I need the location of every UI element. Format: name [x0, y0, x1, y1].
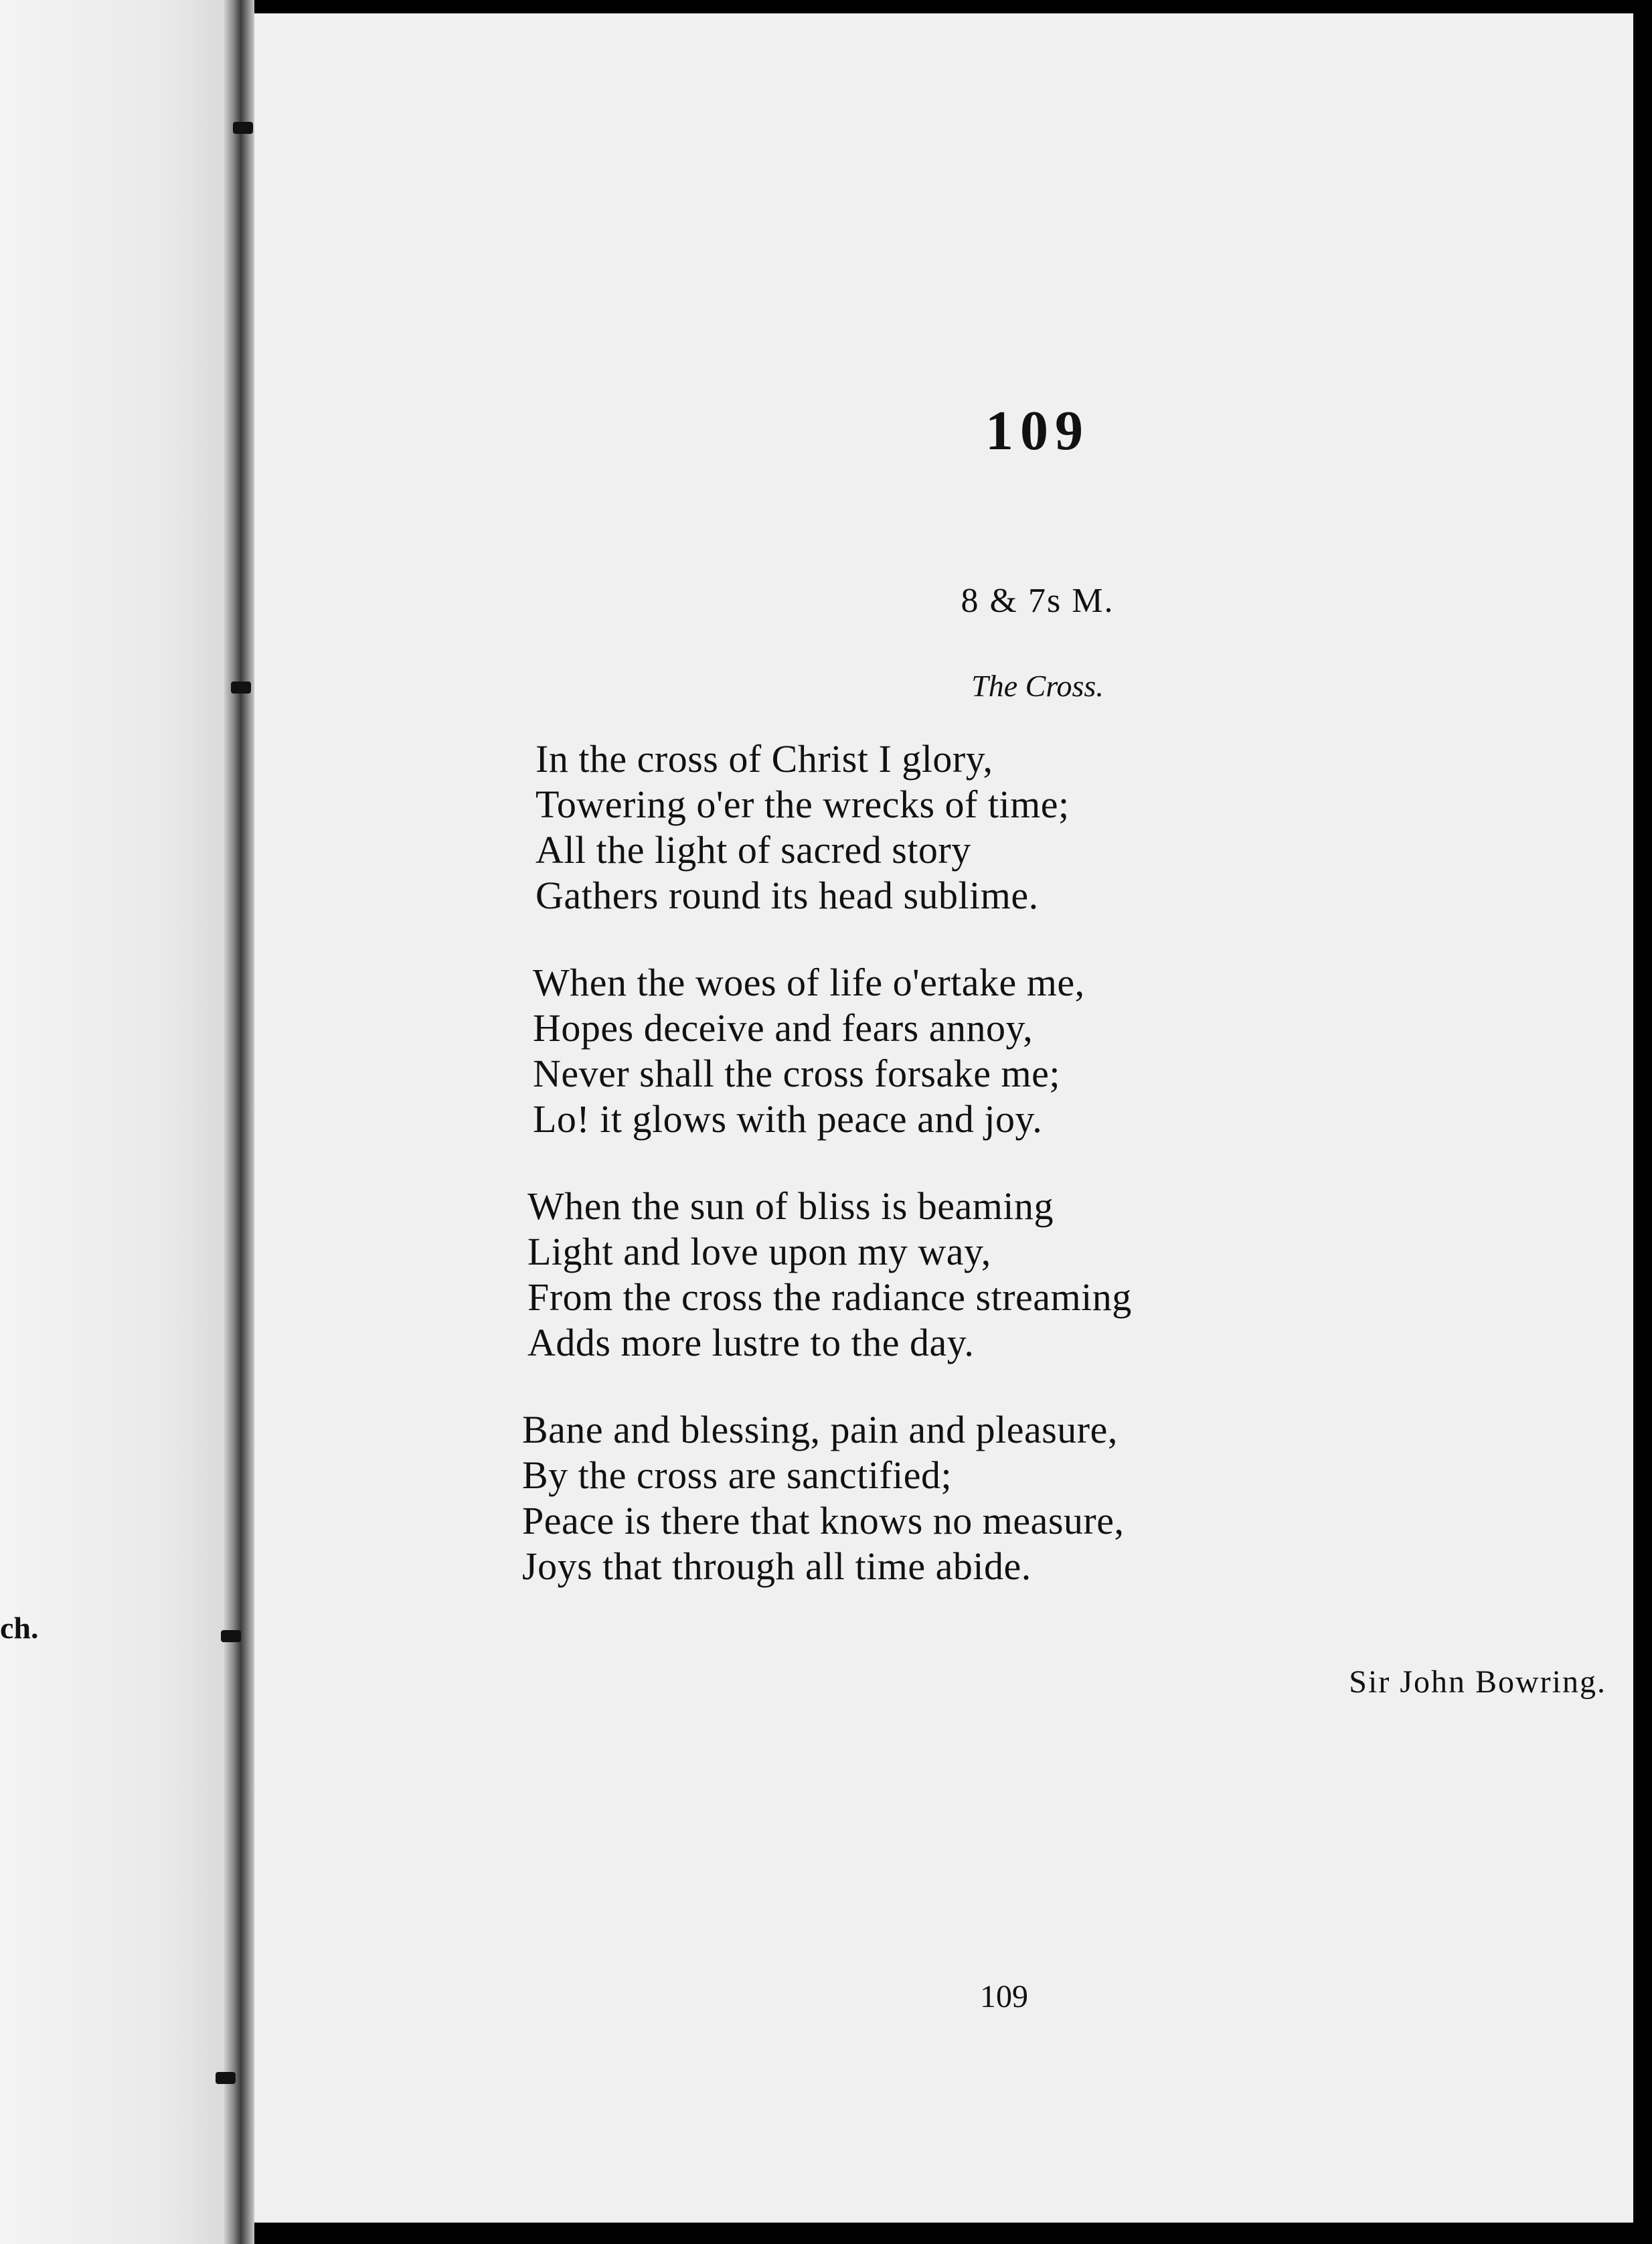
hymn-title: The Cross.	[971, 669, 1104, 703]
binding-stitch	[231, 682, 251, 694]
left-page	[0, 0, 241, 2244]
hymn-number: 109	[985, 400, 1090, 462]
stanza	[535, 736, 1580, 918]
right-page	[254, 13, 1633, 2223]
book-gutter	[224, 0, 254, 2244]
poem-line: Bane and blessing, pain and pleasure,	[522, 1408, 1118, 1451]
page-edge-shadow	[1633, 47, 1652, 2216]
stanza	[533, 960, 1580, 1142]
poem-line: When the woes of life o'ertake me,	[533, 961, 1085, 1004]
stanza	[522, 1407, 1580, 1589]
binding-stitch	[221, 1630, 241, 1642]
poem-line: Gathers round its head sublime.	[535, 874, 1039, 917]
hymn-meter: 8 & 7s M.	[961, 582, 1114, 620]
binding-stitch	[216, 2072, 236, 2084]
author-attribution: Sir John Bowring.	[1349, 1664, 1606, 1700]
poem-line: In the cross of Christ I glory,	[535, 737, 993, 781]
poem-line: Light and love upon my way,	[527, 1230, 991, 1273]
poem-line: All the light of sacred story	[535, 828, 971, 872]
poem-line: Lo! it glows with peace and joy.	[533, 1097, 1043, 1141]
poem	[522, 736, 1580, 1631]
stanza	[527, 1184, 1580, 1366]
poem-line: By the cross are sanctified;	[522, 1453, 953, 1497]
poem-line: Peace is there that knows no measure,	[522, 1499, 1125, 1542]
binding-stitch	[233, 122, 253, 134]
left-page-text-fragment: ch.	[0, 1611, 39, 1645]
poem-line: Adds more lustre to the day.	[527, 1321, 975, 1364]
page-number: 109	[980, 1979, 1028, 2014]
poem-line: Joys that through all time abide.	[522, 1544, 1031, 1588]
poem-line: Hopes deceive and fears annoy,	[533, 1006, 1034, 1050]
poem-line: Never shall the cross forsake me;	[533, 1052, 1060, 1095]
poem-line: Towering o'er the wrecks of time;	[535, 783, 1070, 826]
poem-line: When the sun of bliss is beaming	[527, 1184, 1054, 1228]
poem-line: From the cross the radiance streaming	[527, 1275, 1132, 1319]
